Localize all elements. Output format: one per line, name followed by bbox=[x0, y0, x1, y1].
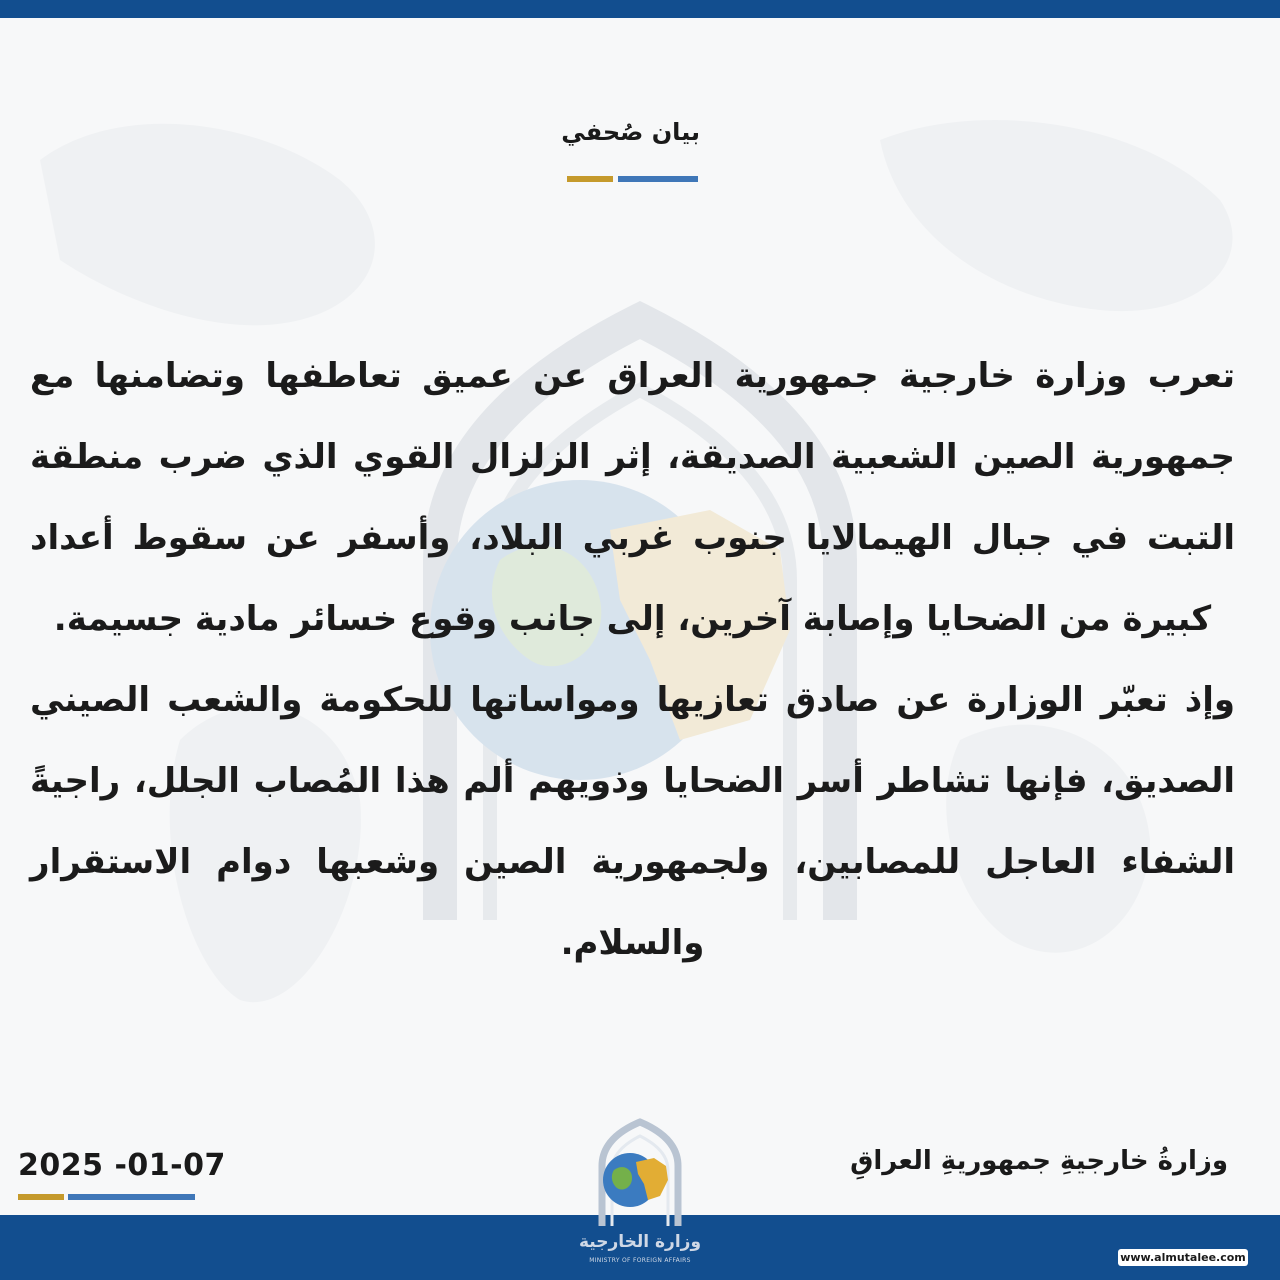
logo-name-english: MINISTRY OF FOREIGN AFFAIRS bbox=[589, 1257, 691, 1264]
date-rule-blue bbox=[68, 1194, 195, 1200]
statement-body bbox=[30, 336, 1235, 984]
logo-name-arabic: وزارة الخارجية bbox=[578, 1232, 702, 1252]
top-blue-bar bbox=[0, 0, 1280, 18]
ministry-signature: وزارةُ خارجيةِ جمهوريةِ العراقِ bbox=[850, 1146, 1228, 1176]
ministry-emblem-icon bbox=[590, 1118, 690, 1228]
statement-heading: بيان صُحفي bbox=[561, 118, 700, 146]
statement-date: 2025 -01-07 bbox=[18, 1148, 226, 1183]
website-watermark-link[interactable]: www.almutalee.com bbox=[1118, 1249, 1248, 1266]
heading-rule-gold bbox=[567, 176, 613, 182]
statement-paragraph-1: تعرب وزارة خارجية جمهورية العراق عن عميق تعاطفها وتضامنها مع جمهورية الصين الشعبية الصديقة، إثر الزلزال القوي الذي ضرب منطقة التبت في جبال الهيمالايا جنوب غربي البلاد، وأسفر عن سقوط أعداد كبيرة من الضحايا وإصابة آخرين، إلى جانب وقوع خسائر مادية جسيمة. bbox=[30, 356, 1235, 639]
heading-rule-blue bbox=[618, 176, 698, 182]
date-rule-gold bbox=[18, 1194, 64, 1200]
statement-paragraph-2: وإذ تعبّر الوزارة عن صادق تعازيها ومواساتها للحكومة والشعب الصيني الصديق، فإنها تشاطر أسر الضحايا وذويهم ألم هذا المُصاب الجلل، راجيةً الشفاء العاجل للمصابين، ولجمهورية الصين وشعبها دوام الاستقرار والسلام. bbox=[30, 680, 1235, 963]
